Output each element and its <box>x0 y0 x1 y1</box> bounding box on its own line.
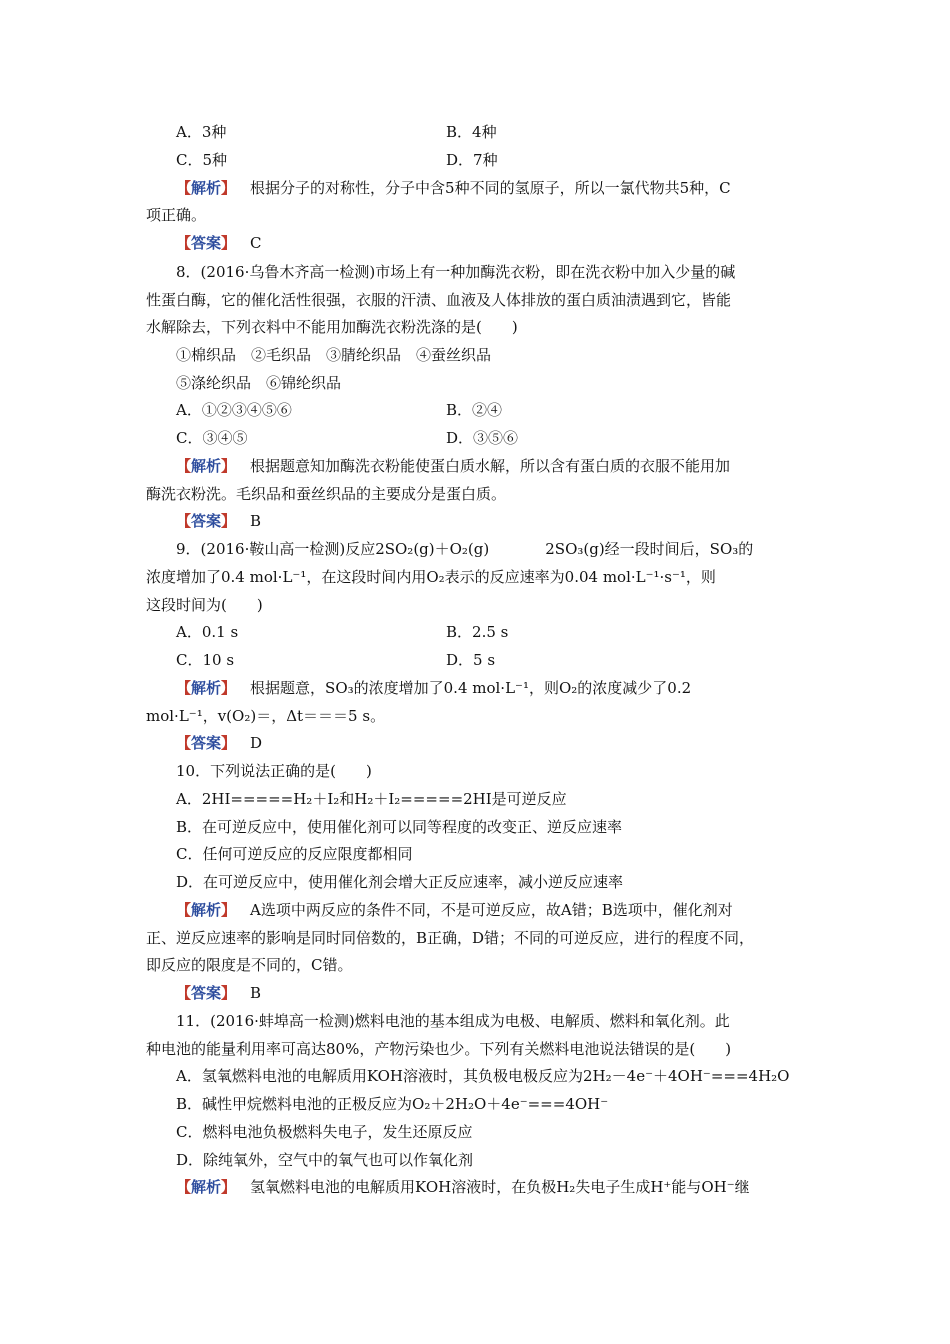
q8-answer <box>176 511 841 531</box>
q9-analysis-cont: mol·L⁻¹，v(O₂)＝，Δt＝＝＝5 s。 <box>146 707 386 725</box>
q9-analysis-text: 根据题意，SO₃的浓度增加了0.4 mol·L⁻¹，则O₂的浓度减少了0.2 <box>250 679 692 697</box>
q11-option-b: B．碱性甲烷燃料电池的正极反应为O₂＋2H₂O＋4e⁻===4OH⁻ <box>176 1095 609 1113</box>
q10-answer-value: B <box>250 984 262 1002</box>
q9-analysis <box>176 678 841 698</box>
q8-option-a: A．①②③④⑤⑥ <box>176 401 292 419</box>
analysis-tag: 【解析】 <box>176 679 237 697</box>
q8-analysis-cont: 酶洗衣粉洗。毛织品和蚕丝织品的主要成分是蛋白质。 <box>146 485 507 503</box>
q7-answer-value: C <box>250 234 262 252</box>
q9-stem-1b: 2SO₃(g)经一段时间后，SO₃的 <box>545 540 754 558</box>
q8-stem-3: 水解除去，下列衣料中不能用加酶洗衣粉洗涤的是( ) <box>146 318 518 336</box>
q9-stem-3: 这段时间为( ) <box>146 596 263 614</box>
q8-stem-1: 8．(2016·乌鲁木齐高一检测)市场上有一种加酶洗衣粉，即在洗衣粉中加入少量的碱 <box>176 263 736 281</box>
q7-option-b: B．4种 <box>446 123 497 141</box>
q10-option-d: D．在可逆反应中，使用催化剂会增大正反应速率，减小逆反应速率 <box>176 873 624 891</box>
q8-option-c: C．③④⑤ <box>176 429 248 447</box>
q9-stem-2: 浓度增加了0.4 mol·L⁻¹，在这段时间内用O₂表示的反应速率为0.04 mol·L⁻¹·s⁻¹，则 <box>146 568 716 586</box>
q10-option-c: C．任何可逆反应的反应限度都相同 <box>176 845 413 863</box>
q11-stem-2: 种电池的能量利用率可高达80%，产物污染也少。下列有关燃料电池说法错误的是( ) <box>146 1040 732 1058</box>
q7-analysis <box>176 178 841 198</box>
q7-option-a: A．3种 <box>176 123 227 141</box>
q9-option-b: B．2.5 s <box>446 623 509 641</box>
q7-analysis-cont: 项正确。 <box>146 206 207 224</box>
q7-answer <box>176 233 841 253</box>
answer-tag: 【答案】 <box>176 234 237 252</box>
q10-analysis-cont-1: 正、逆反应速率的影响是同时同倍数的，B正确，D错；不同的可逆反应，进行的程度不同， <box>146 929 755 947</box>
q9-answer-value: D <box>250 734 263 752</box>
q11-option-d: D．除纯氧外，空气中的氧气也可以作氧化剂 <box>176 1151 474 1169</box>
analysis-tag: 【解析】 <box>176 901 237 919</box>
answer-tag: 【答案】 <box>176 984 237 1002</box>
q10-answer <box>176 983 841 1003</box>
q10-analysis-text: A选项中两反应的条件不同，不是可逆反应，故A错；B选项中，催化剂对 <box>250 901 733 919</box>
q8-items-1: ①棉织品 ②毛织品 ③腈纶织品 ④蚕丝织品 <box>176 346 492 364</box>
q9-option-d: D．5 s <box>446 651 496 669</box>
q8-option-b: B．②④ <box>446 401 503 419</box>
analysis-tag: 【解析】 <box>176 1178 237 1196</box>
q10-option-a: A．2HI=====H₂＋I₂和H₂＋I₂=====2HI是可逆反应 <box>176 790 567 808</box>
q8-stem-2: 性蛋白酶，它的催化活性很强，衣服的汗渍、血液及人体排放的蛋白质油渍遇到它，皆能 <box>146 291 732 309</box>
q10-analysis-cont-2: 即反应的限度是不同的，C错。 <box>146 956 353 974</box>
q11-option-a: A．氢氧燃料电池的电解质用KOH溶液时，其负极电极反应为2H₂－4e⁻＋4OH⁻===4H₂O <box>176 1067 790 1085</box>
q7-option-c: C．5种 <box>176 151 228 169</box>
q8-analysis <box>176 456 841 476</box>
q9-option-c: C．10 s <box>176 651 235 669</box>
q8-items-2: ⑤涤纶织品 ⑥锦纶织品 <box>176 374 342 392</box>
q9-stem-1a: 9．(2016·鞍山高一检测)反应2SO₂(g)＋O₂(g) <box>176 540 490 558</box>
q10-stem: 10．下列说法正确的是( ) <box>176 762 372 780</box>
q11-analysis-text: 氢氧燃料电池的电解质用KOH溶液时，在负极H₂失电子生成H⁺能与OH⁻继 <box>250 1178 750 1196</box>
analysis-tag: 【解析】 <box>176 179 237 197</box>
q11-analysis <box>176 1177 841 1197</box>
q8-analysis-text: 根据题意知加酶洗衣粉能使蛋白质水解，所以含有蛋白质的衣服不能用加 <box>250 457 731 475</box>
q10-analysis <box>176 900 841 920</box>
q11-stem-1: 11．(2016·蚌埠高一检测)燃料电池的基本组成为电极、电解质、燃料和氧化剂。此 <box>176 1012 730 1030</box>
q9-answer <box>176 733 841 753</box>
analysis-tag: 【解析】 <box>176 457 237 475</box>
q11-option-c: C．燃料电池负极燃料失电子，发生还原反应 <box>176 1123 473 1141</box>
q9-stem-1 <box>176 539 841 559</box>
q8-option-d: D．③⑤⑥ <box>446 429 519 447</box>
q9-option-a: A．0.1 s <box>176 623 239 641</box>
q7-analysis-text: 根据分子的对称性，分子中含5种不同的氢原子，所以一氯代物共5种，C <box>250 179 731 197</box>
q8-answer-value: B <box>250 512 262 530</box>
q10-option-b: B．在可逆反应中，使用催化剂可以同等程度的改变正、逆反应速率 <box>176 818 623 836</box>
answer-tag: 【答案】 <box>176 512 237 530</box>
answer-tag: 【答案】 <box>176 734 237 752</box>
q7-option-d: D．7种 <box>446 151 498 169</box>
